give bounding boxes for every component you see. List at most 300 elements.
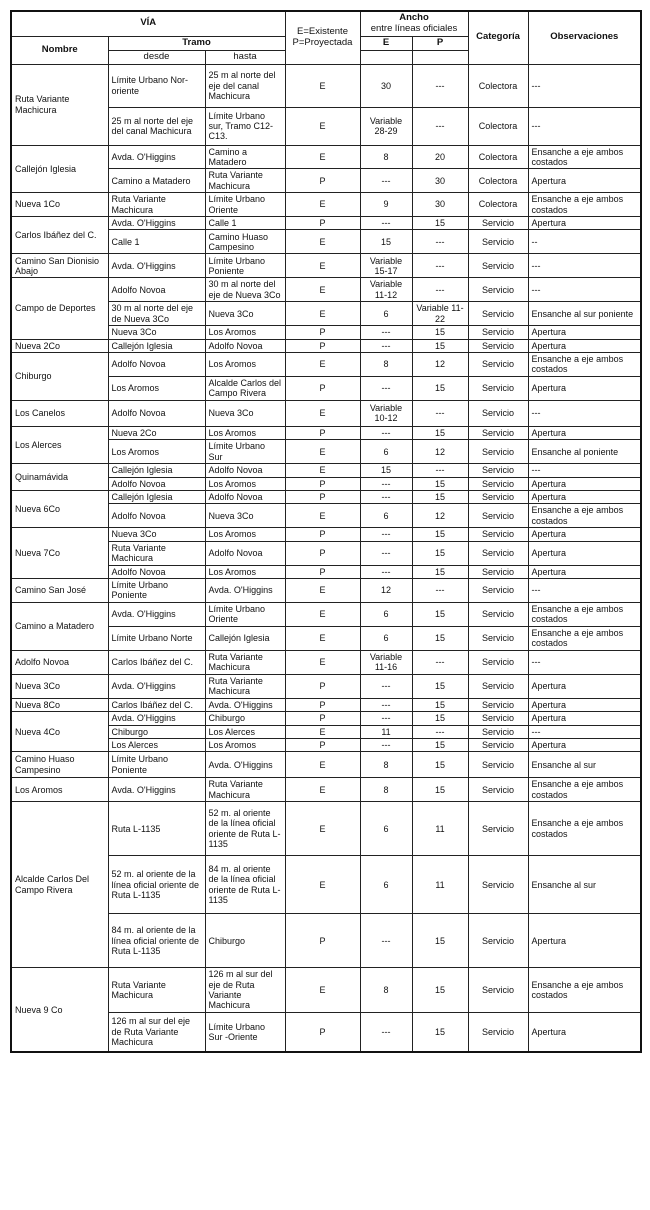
table-row	[11, 193, 641, 217]
cell-categoria: Servicio	[468, 278, 528, 302]
cell-ancho-e: 6	[360, 440, 412, 464]
cell-estado: E	[285, 650, 360, 674]
cell-categoria: Servicio	[468, 752, 528, 778]
cell-categoria: Colectora	[468, 193, 528, 217]
cell-nombre: Los Alerces	[11, 426, 108, 463]
cell-observaciones: Ensanche al sur	[528, 856, 641, 914]
cell-desde: 52 m. al oriente de la línea oficial oriente de Ruta L-1135	[108, 856, 205, 914]
table-row	[11, 778, 641, 802]
cell-nombre: Nueva 6Co	[11, 490, 108, 527]
cell-categoria: Servicio	[468, 504, 528, 528]
cell-categoria: Servicio	[468, 725, 528, 738]
cell-desde: Carlos Ibáñez del C.	[108, 650, 205, 674]
cell-observaciones: Apertura	[528, 914, 641, 968]
cell-estado: P	[285, 169, 360, 193]
cell-hasta: Chiburgo	[205, 712, 285, 725]
cell-ancho-e: 6	[360, 856, 412, 914]
table-row	[11, 968, 641, 1012]
header-estado	[285, 11, 360, 64]
cell-ancho-e: ---	[360, 490, 412, 503]
cell-hasta: Chiburgo	[205, 914, 285, 968]
cell-nombre: Nueva 3Co	[11, 674, 108, 698]
cell-ancho-e: ---	[360, 169, 412, 193]
cell-categoria: Servicio	[468, 650, 528, 674]
table-row	[11, 650, 641, 674]
cell-ancho-p: ---	[412, 725, 468, 738]
cell-desde: Límite Urbano Norte	[108, 626, 205, 650]
table-row	[11, 802, 641, 856]
cell-hasta: Alcalde Carlos del Campo Rivera	[205, 376, 285, 400]
cell-ancho-p: 15	[412, 217, 468, 230]
cell-nombre: Chiburgo	[11, 352, 108, 400]
cell-categoria: Colectora	[468, 145, 528, 169]
cell-nombre: Callejón Iglesia	[11, 145, 108, 192]
cell-hasta: Camino Huaso Campesino	[205, 230, 285, 254]
cell-ancho-e: ---	[360, 674, 412, 698]
cell-estado: P	[285, 712, 360, 725]
cell-observaciones: Apertura	[528, 1012, 641, 1052]
header-ancho-title: Ancho	[399, 12, 429, 23]
cell-observaciones: Apertura	[528, 490, 641, 503]
cell-desde: Adolfo Novoa	[108, 278, 205, 302]
cell-nombre: Ruta Variante Machicura	[11, 64, 108, 145]
cell-ancho-e: ---	[360, 1012, 412, 1052]
cell-observaciones: ---	[528, 64, 641, 107]
cell-estado: P	[285, 477, 360, 490]
cell-observaciones: Apertura	[528, 339, 641, 352]
cell-estado: E	[285, 440, 360, 464]
cell-estado: E	[285, 193, 360, 217]
cell-ancho-e: 8	[360, 752, 412, 778]
cell-ancho-p: 15	[412, 674, 468, 698]
cell-observaciones: Ensanche a eje ambos costados	[528, 778, 641, 802]
cell-ancho-e: 12	[360, 578, 412, 602]
cell-hasta: Nueva 3Co	[205, 504, 285, 528]
header-categoria: Categoría	[468, 11, 528, 64]
cell-desde: Adolfo Novoa	[108, 565, 205, 578]
cell-estado: E	[285, 968, 360, 1012]
road-table-sheet	[10, 10, 640, 1053]
cell-desde: Avda. O'Higgins	[108, 778, 205, 802]
header-estado-e: E=Existente	[297, 25, 348, 37]
cell-observaciones: Apertura	[528, 426, 641, 439]
cell-estado: E	[285, 602, 360, 626]
cell-desde: Callejón Iglesia	[108, 490, 205, 503]
cell-categoria: Servicio	[468, 254, 528, 278]
table-row	[11, 145, 641, 169]
cell-observaciones: Apertura	[528, 541, 641, 565]
cell-estado: P	[285, 674, 360, 698]
cell-hasta: Ruta Variante Machicura	[205, 169, 285, 193]
cell-hasta: 84 m. al oriente de la línea oficial oriente de Ruta L-1135	[205, 856, 285, 914]
cell-observaciones: ---	[528, 107, 641, 145]
cell-ancho-p: ---	[412, 400, 468, 426]
cell-desde: 25 m al norte del eje del canal Machicura	[108, 107, 205, 145]
table-row	[11, 674, 641, 698]
cell-desde: Avda. O'Higgins	[108, 602, 205, 626]
header-ancho-p: P	[412, 36, 468, 50]
cell-ancho-p: 15	[412, 602, 468, 626]
cell-ancho-p: 12	[412, 504, 468, 528]
table-row	[11, 578, 641, 602]
cell-hasta: Los Aromos	[205, 565, 285, 578]
cell-hasta: Adolfo Novoa	[205, 490, 285, 503]
cell-ancho-p: 11	[412, 856, 468, 914]
cell-ancho-e: ---	[360, 914, 412, 968]
cell-estado: E	[285, 578, 360, 602]
cell-estado: E	[285, 856, 360, 914]
cell-categoria: Servicio	[468, 602, 528, 626]
table-row	[11, 217, 641, 230]
cell-desde: Calle 1	[108, 230, 205, 254]
cell-estado: E	[285, 464, 360, 477]
cell-categoria: Servicio	[468, 326, 528, 339]
cell-categoria: Servicio	[468, 217, 528, 230]
cell-ancho-p: 15	[412, 698, 468, 711]
cell-hasta: Camino a Matadero	[205, 145, 285, 169]
cell-desde: Ruta L-1135	[108, 802, 205, 856]
header-via: VÍA	[11, 11, 285, 36]
cell-estado: E	[285, 302, 360, 326]
cell-ancho-p: 15	[412, 376, 468, 400]
cell-hasta: Ruta Variante Machicura	[205, 778, 285, 802]
table-row	[11, 339, 641, 352]
cell-ancho-e: Variable 28-29	[360, 107, 412, 145]
cell-categoria: Servicio	[468, 1012, 528, 1052]
cell-desde: Adolfo Novoa	[108, 352, 205, 376]
cell-ancho-p: 15	[412, 477, 468, 490]
cell-observaciones: Ensanche a eje ambos costados	[528, 802, 641, 856]
cell-ancho-p: 12	[412, 352, 468, 376]
cell-hasta: Límite Urbano Sur	[205, 440, 285, 464]
cell-ancho-e: 8	[360, 778, 412, 802]
cell-ancho-e: 15	[360, 464, 412, 477]
cell-estado: E	[285, 778, 360, 802]
cell-desde: Camino a Matadero	[108, 169, 205, 193]
cell-desde: Avda. O'Higgins	[108, 674, 205, 698]
cell-categoria: Servicio	[468, 490, 528, 503]
cell-categoria: Servicio	[468, 400, 528, 426]
cell-ancho-e: ---	[360, 565, 412, 578]
cell-hasta: Límite Urbano Oriente	[205, 602, 285, 626]
cell-ancho-e: ---	[360, 326, 412, 339]
cell-ancho-p: ---	[412, 254, 468, 278]
cell-estado: P	[285, 326, 360, 339]
cell-hasta: Los Aromos	[205, 426, 285, 439]
cell-hasta: Adolfo Novoa	[205, 339, 285, 352]
cell-estado: P	[285, 738, 360, 751]
cell-ancho-e: ---	[360, 738, 412, 751]
cell-desde: Límite Urbano Poniente	[108, 578, 205, 602]
cell-nombre: Los Aromos	[11, 778, 108, 802]
cell-ancho-p: 12	[412, 440, 468, 464]
cell-desde: Adolfo Novoa	[108, 400, 205, 426]
cell-observaciones: Apertura	[528, 698, 641, 711]
cell-desde: Avda. O'Higgins	[108, 217, 205, 230]
cell-estado: P	[285, 426, 360, 439]
cell-observaciones: Ensanche a eje ambos costados	[528, 626, 641, 650]
cell-observaciones: Apertura	[528, 376, 641, 400]
cell-categoria: Servicio	[468, 802, 528, 856]
cell-hasta: Los Aromos	[205, 326, 285, 339]
cell-observaciones: ---	[528, 464, 641, 477]
cell-nombre: Nueva 1Co	[11, 193, 108, 217]
cell-categoria: Servicio	[468, 698, 528, 711]
cell-ancho-p: 15	[412, 778, 468, 802]
cell-estado: E	[285, 802, 360, 856]
cell-estado: E	[285, 725, 360, 738]
cell-ancho-p: 15	[412, 528, 468, 541]
cell-ancho-e: Variable 10-12	[360, 400, 412, 426]
cell-estado: P	[285, 528, 360, 541]
cell-ancho-p: 15	[412, 426, 468, 439]
cell-observaciones: Apertura	[528, 169, 641, 193]
cell-desde: Los Alerces	[108, 738, 205, 751]
header-blank-e	[360, 50, 412, 64]
cell-desde: Avda. O'Higgins	[108, 712, 205, 725]
cell-desde: Los Aromos	[108, 440, 205, 464]
cell-observaciones: ---	[528, 400, 641, 426]
cell-nombre: Quinamávida	[11, 464, 108, 491]
cell-ancho-p: ---	[412, 464, 468, 477]
cell-hasta: Ruta Variante Machicura	[205, 650, 285, 674]
cell-nombre: Los Canelos	[11, 400, 108, 426]
cell-observaciones: ---	[528, 578, 641, 602]
cell-observaciones: Ensanche a eje ambos costados	[528, 352, 641, 376]
cell-categoria: Servicio	[468, 339, 528, 352]
cell-nombre: Camino a Matadero	[11, 602, 108, 650]
cell-observaciones: Ensanche a eje ambos costados	[528, 504, 641, 528]
cell-nombre: Camino San Dionisio Abajo	[11, 254, 108, 278]
cell-categoria: Servicio	[468, 578, 528, 602]
cell-ancho-p: ---	[412, 578, 468, 602]
cell-categoria: Servicio	[468, 302, 528, 326]
table-row	[11, 698, 641, 711]
cell-desde: Nueva 3Co	[108, 528, 205, 541]
cell-nombre: Campo de Deportes	[11, 278, 108, 339]
cell-hasta: 126 m al sur del eje de Ruta Variante Machicura	[205, 968, 285, 1012]
cell-observaciones: Ensanche al sur poniente	[528, 302, 641, 326]
cell-nombre: Carlos Ibáñez del C.	[11, 217, 108, 254]
cell-ancho-e: ---	[360, 477, 412, 490]
cell-nombre: Adolfo Novoa	[11, 650, 108, 674]
cell-ancho-e: ---	[360, 528, 412, 541]
cell-observaciones: ---	[528, 650, 641, 674]
cell-hasta: 30 m al norte del eje de Nueva 3Co	[205, 278, 285, 302]
cell-categoria: Servicio	[468, 426, 528, 439]
cell-observaciones: ---	[528, 254, 641, 278]
cell-desde: 126 m al sur del eje de Ruta Variante Machicura	[108, 1012, 205, 1052]
cell-observaciones: Apertura	[528, 712, 641, 725]
cell-observaciones: Apertura	[528, 674, 641, 698]
table-row	[11, 602, 641, 626]
table-row	[11, 426, 641, 439]
cell-observaciones: ---	[528, 278, 641, 302]
table-row	[11, 464, 641, 477]
cell-ancho-e: ---	[360, 426, 412, 439]
cell-desde: Los Aromos	[108, 376, 205, 400]
cell-categoria: Servicio	[468, 674, 528, 698]
cell-ancho-p: 15	[412, 339, 468, 352]
cell-ancho-p: ---	[412, 278, 468, 302]
cell-categoria: Servicio	[468, 230, 528, 254]
header-hasta: hasta	[205, 50, 285, 64]
cell-observaciones: Apertura	[528, 477, 641, 490]
table-row	[11, 712, 641, 725]
cell-hasta: Los Aromos	[205, 477, 285, 490]
cell-observaciones: ---	[528, 725, 641, 738]
cell-estado: P	[285, 541, 360, 565]
header-nombre: Nombre	[11, 36, 108, 64]
cell-estado: E	[285, 504, 360, 528]
table-row	[11, 278, 641, 302]
header-blank-p	[412, 50, 468, 64]
cell-estado: E	[285, 107, 360, 145]
cell-ancho-p: 15	[412, 1012, 468, 1052]
cell-estado: E	[285, 352, 360, 376]
cell-ancho-e: ---	[360, 541, 412, 565]
cell-observaciones: Apertura	[528, 528, 641, 541]
cell-estado: P	[285, 565, 360, 578]
cell-ancho-p: ---	[412, 230, 468, 254]
cell-categoria: Servicio	[468, 626, 528, 650]
cell-ancho-p: 15	[412, 968, 468, 1012]
cell-ancho-e: ---	[360, 217, 412, 230]
cell-ancho-p: 15	[412, 752, 468, 778]
cell-hasta: Adolfo Novoa	[205, 464, 285, 477]
table-row	[11, 490, 641, 503]
cell-estado: P	[285, 376, 360, 400]
cell-hasta: Nueva 3Co	[205, 302, 285, 326]
cell-hasta: Calle 1	[205, 217, 285, 230]
cell-hasta: Avda. O'Higgins	[205, 698, 285, 711]
cell-desde: Callejón Iglesia	[108, 464, 205, 477]
cell-desde: Avda. O'Higgins	[108, 254, 205, 278]
cell-hasta: 25 m al norte del eje del canal Machicura	[205, 64, 285, 107]
cell-ancho-e: ---	[360, 712, 412, 725]
cell-categoria: Servicio	[468, 968, 528, 1012]
header-tramo: Tramo	[108, 36, 285, 50]
cell-ancho-p: 15	[412, 914, 468, 968]
cell-ancho-p: 30	[412, 193, 468, 217]
cell-hasta: Ruta Variante Machicura	[205, 674, 285, 698]
header-estado-p: P=Proyectada	[292, 36, 353, 48]
cell-observaciones: --	[528, 230, 641, 254]
cell-estado: P	[285, 1012, 360, 1052]
cell-hasta: Los Aromos	[205, 352, 285, 376]
cell-desde: Nueva 3Co	[108, 326, 205, 339]
cell-ancho-e: ---	[360, 698, 412, 711]
table-row	[11, 254, 641, 278]
cell-nombre: Nueva 8Co	[11, 698, 108, 711]
cell-nombre: Nueva 7Co	[11, 528, 108, 579]
cell-ancho-e: ---	[360, 376, 412, 400]
cell-categoria: Servicio	[468, 352, 528, 376]
cell-categoria: Servicio	[468, 440, 528, 464]
cell-ancho-p: ---	[412, 64, 468, 107]
cell-ancho-e: 30	[360, 64, 412, 107]
cell-ancho-e: 15	[360, 230, 412, 254]
cell-estado: E	[285, 230, 360, 254]
cell-desde: Ruta Variante Machicura	[108, 193, 205, 217]
cell-desde: Carlos Ibáñez del C.	[108, 698, 205, 711]
cell-desde: 30 m al norte del eje de Nueva 3Co	[108, 302, 205, 326]
cell-ancho-p: ---	[412, 650, 468, 674]
cell-hasta: 52 m. al oriente de la línea oficial oriente de Ruta L-1135	[205, 802, 285, 856]
cell-ancho-e: Variable 15-17	[360, 254, 412, 278]
cell-categoria: Servicio	[468, 856, 528, 914]
cell-desde: Callejón Iglesia	[108, 339, 205, 352]
road-table	[10, 10, 642, 1053]
cell-nombre: Nueva 9 Co	[11, 968, 108, 1052]
cell-categoria: Servicio	[468, 914, 528, 968]
cell-desde: Nueva 2Co	[108, 426, 205, 439]
cell-categoria: Colectora	[468, 169, 528, 193]
cell-ancho-e: ---	[360, 339, 412, 352]
cell-ancho-p: 30	[412, 169, 468, 193]
cell-desde: Límite Urbano Nor-oriente	[108, 64, 205, 107]
cell-estado: E	[285, 278, 360, 302]
cell-ancho-p: 15	[412, 490, 468, 503]
cell-nombre: Camino Huaso Campesino	[11, 752, 108, 778]
cell-estado: P	[285, 698, 360, 711]
table-row	[11, 64, 641, 107]
cell-ancho-e: 8	[360, 145, 412, 169]
cell-ancho-p: 11	[412, 802, 468, 856]
cell-observaciones: Ensanche al sur	[528, 752, 641, 778]
cell-estado: P	[285, 490, 360, 503]
cell-hasta: Adolfo Novoa	[205, 541, 285, 565]
header-observaciones: Observaciones	[528, 11, 641, 64]
cell-ancho-p: 15	[412, 565, 468, 578]
cell-estado: E	[285, 254, 360, 278]
cell-ancho-p: Variable 11-22	[412, 302, 468, 326]
cell-ancho-p: 20	[412, 145, 468, 169]
table-body	[11, 64, 641, 1052]
cell-desde: Chiburgo	[108, 725, 205, 738]
cell-hasta: Nueva 3Co	[205, 400, 285, 426]
cell-estado: P	[285, 217, 360, 230]
cell-ancho-e: 6	[360, 626, 412, 650]
cell-observaciones: Apertura	[528, 738, 641, 751]
cell-hasta: Los Aromos	[205, 738, 285, 751]
cell-estado: E	[285, 145, 360, 169]
header-ancho-sub: entre líneas oficiales	[370, 22, 458, 34]
cell-desde: Límite Urbano Poniente	[108, 752, 205, 778]
cell-observaciones: Ensanche a eje ambos costados	[528, 193, 641, 217]
cell-hasta: Límite Urbano Oriente	[205, 193, 285, 217]
header-ancho-e: E	[360, 36, 412, 50]
cell-ancho-e: 6	[360, 302, 412, 326]
cell-desde: Adolfo Novoa	[108, 504, 205, 528]
cell-observaciones: Apertura	[528, 565, 641, 578]
cell-ancho-e: 6	[360, 602, 412, 626]
cell-observaciones: Ensanche a eje ambos costados	[528, 145, 641, 169]
cell-ancho-p: 15	[412, 738, 468, 751]
table-row	[11, 528, 641, 541]
cell-categoria: Servicio	[468, 541, 528, 565]
cell-hasta: Límite Urbano Poniente	[205, 254, 285, 278]
cell-ancho-e: Variable 11-12	[360, 278, 412, 302]
cell-nombre: Nueva 2Co	[11, 339, 108, 352]
cell-ancho-e: 8	[360, 968, 412, 1012]
cell-categoria: Servicio	[468, 464, 528, 477]
cell-categoria: Colectora	[468, 107, 528, 145]
cell-nombre: Camino San José	[11, 578, 108, 602]
cell-desde: 84 m. al oriente de la línea oficial oriente de Ruta L-1135	[108, 914, 205, 968]
cell-observaciones: Apertura	[528, 217, 641, 230]
cell-ancho-p: 15	[412, 712, 468, 725]
